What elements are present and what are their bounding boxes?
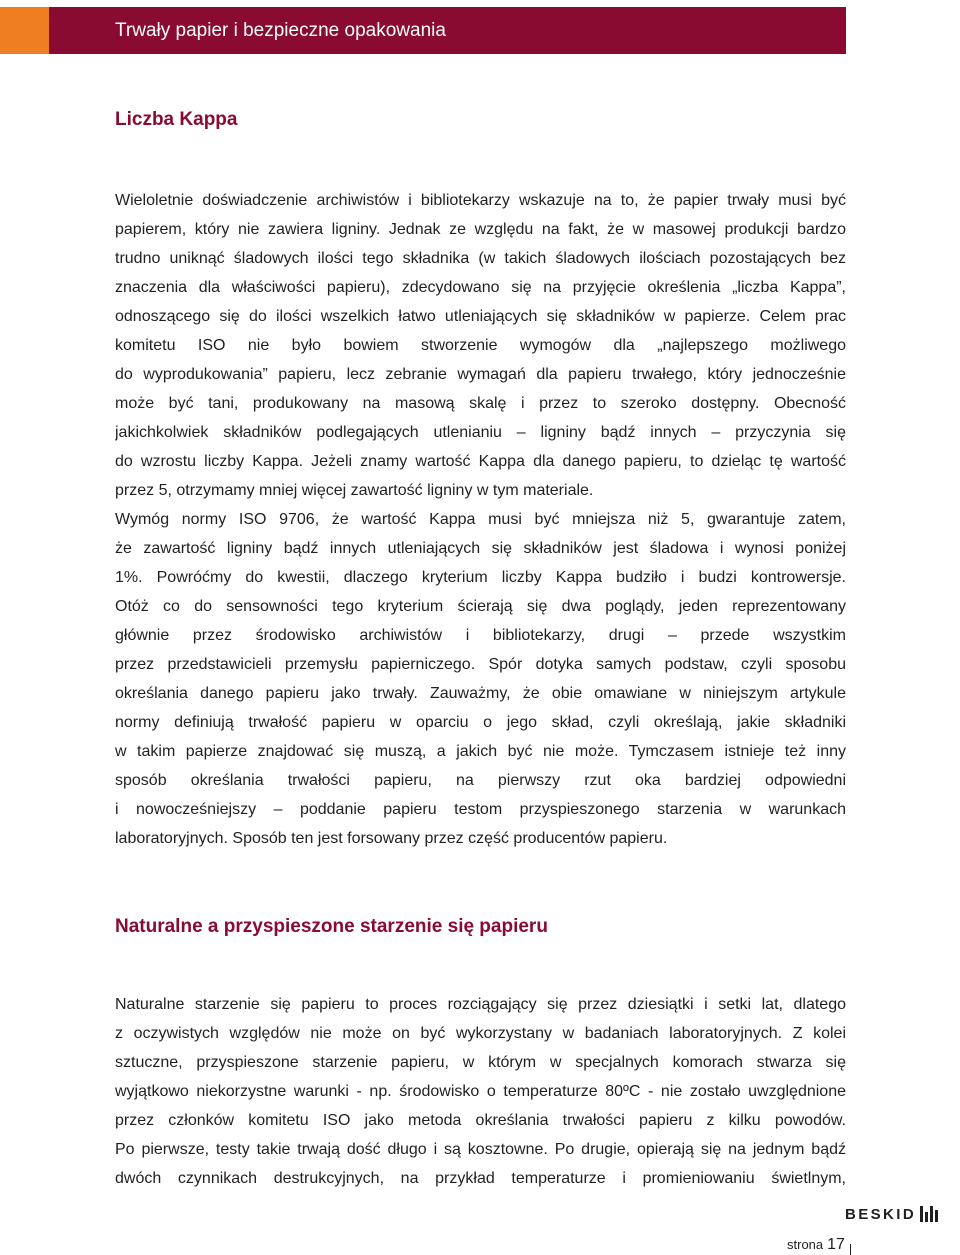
paragraph-line: papierem, który nie zawiera ligniny. Jednak ze względu na fakt, że w masowej produkcji bardzo (115, 221, 846, 238)
page-number (787, 1236, 845, 1254)
paragraph-line: Po pierwsze, testy takie trwają dość długo i są kosztowne. Po drugie, opierają się na jednym bądź (115, 1141, 846, 1158)
paragraph-line: i nowocześniejszy – poddanie papieru testom przyspieszonego starzenia w warunkach (115, 801, 846, 818)
paragraph-line: sztuczne, przyspieszone starzenie papieru, w którym w specjalnych komorach stwarza się (115, 1054, 846, 1071)
paragraph-line: znaczenia dla właściwości papieru), zdecydowano się na przyjęcie określenia „liczba Kappa”, (115, 279, 846, 296)
paragraph-line: Wieloletnie doświadczenie archiwistów i bibliotekarzy wskazuje na to, że papier trwały musi być (115, 192, 846, 209)
header-title: Trwały papier i bezpieczne opakowania (115, 20, 446, 41)
logo-text: BESKID (845, 1205, 917, 1223)
section-heading-liczba-kappa: Liczba Kappa (115, 109, 238, 130)
section-body-starzenie (115, 990, 846, 1193)
paragraph-line: określania danego papieru jako trwały. Zauważmy, że obie omawiane w niniejszym artykule (115, 685, 846, 702)
paragraph-line: jakichkolwiek składników podlegających utlenianiu – ligniny bądź innych – przyczynia się (115, 424, 846, 441)
paragraph-line: 1%. Powróćmy do kwestii, dlaczego kryterium liczby Kappa budziło i budzi kontrowersje. (115, 569, 846, 586)
paragraph-line: przez członków komitetu ISO jako metoda określania trwałości papieru z kilku powodów. (115, 1112, 846, 1129)
paragraph-line: odnoszącego się do ilości wszelkich łatwo utleniających się składników w papierze. Celem prac (115, 308, 846, 325)
header-accent-block (0, 7, 49, 54)
paragraph-line: sposób określania trwałości papieru, na pierwszy rzut oka bardziej odpowiedni (115, 772, 846, 789)
page-label: strona (787, 1237, 824, 1252)
logo-bars-icon (920, 1206, 938, 1222)
paragraph-line: Naturalne starzenie się papieru to proces rozciągający się przez dziesiątki i setki lat, dlatego (115, 996, 846, 1013)
section-heading-starzenie: Naturalne a przyspieszone starzenie się papieru (115, 916, 548, 937)
page-divider (850, 1244, 851, 1255)
paragraph-line: przez 5, otrzymamy mniej więcej zawartość ligniny w tym materiale. (115, 482, 594, 499)
paragraph-line: laboratoryjnych. Sposób ten jest forsowany przez część producentów papieru. (115, 830, 668, 847)
paragraph-line: normy definiują trwałość papieru w oparciu o jego skład, czyli określają, jakie składniki (115, 714, 846, 731)
publisher-logo (845, 1203, 938, 1225)
paragraph-line: dwóch czynnikach destrukcyjnych, na przykład temperaturze i promieniowaniu świetlnym, (115, 1170, 846, 1187)
paragraph-line: głównie przez środowisko archiwistów i bibliotekarzy, drugi – przede wszystkim (115, 627, 846, 644)
header-banner (49, 7, 846, 54)
paragraph-line: Wymóg normy ISO 9706, że wartość Kappa musi być mniejsza niż 5, gwarantuje zatem, (115, 511, 846, 528)
paragraph-line: do wyprodukowania” papieru, lecz zebranie wymagań dla papieru trwałego, który jednocześnie (115, 366, 846, 383)
paragraph-line: komitetu ISO nie było bowiem stworzenie wymogów dla „najlepszego możliwego (115, 337, 846, 354)
paragraph-line: wyjątkowo niekorzystne warunki - np. środowisko o temperaturze 80ºC - nie zostało uwzględnione (115, 1083, 846, 1100)
paragraph-line: w takim papierze znajdować się muszą, a jakich być nie może. Tymczasem istnieje też inny (115, 743, 846, 760)
paragraph-line: do wzrostu liczby Kappa. Jeżeli znamy wartość Kappa dla danego papieru, to dzieląc tę wartość (115, 453, 846, 470)
section-body-liczba-kappa (115, 186, 846, 853)
paragraph-line: że zawartość ligniny bądź innych utleniających się składników jest śladowa i wynosi poniżej (115, 540, 846, 557)
paragraph-line: przez przedstawicieli przemysłu papierniczego. Spór dotyka samych podstaw, czyli sposobu (115, 656, 846, 673)
paragraph-line: może być tani, produkowany na masową skalę i przez to szeroko dostępny. Obecność (115, 395, 846, 412)
paragraph-line: trudno uniknąć śladowych ilości tego składnika (w takich śladowych ilościach pozostających bez (115, 250, 846, 267)
page-number-value: 17 (827, 1236, 845, 1253)
paragraph-line: z oczywistych względów nie może on być wykorzystany w badaniach laboratoryjnych. Z kolei (115, 1025, 846, 1042)
paragraph-line: Otóż co do sensowności tego kryterium ścierają się dwa poglądy, jeden reprezentowany (115, 598, 846, 615)
